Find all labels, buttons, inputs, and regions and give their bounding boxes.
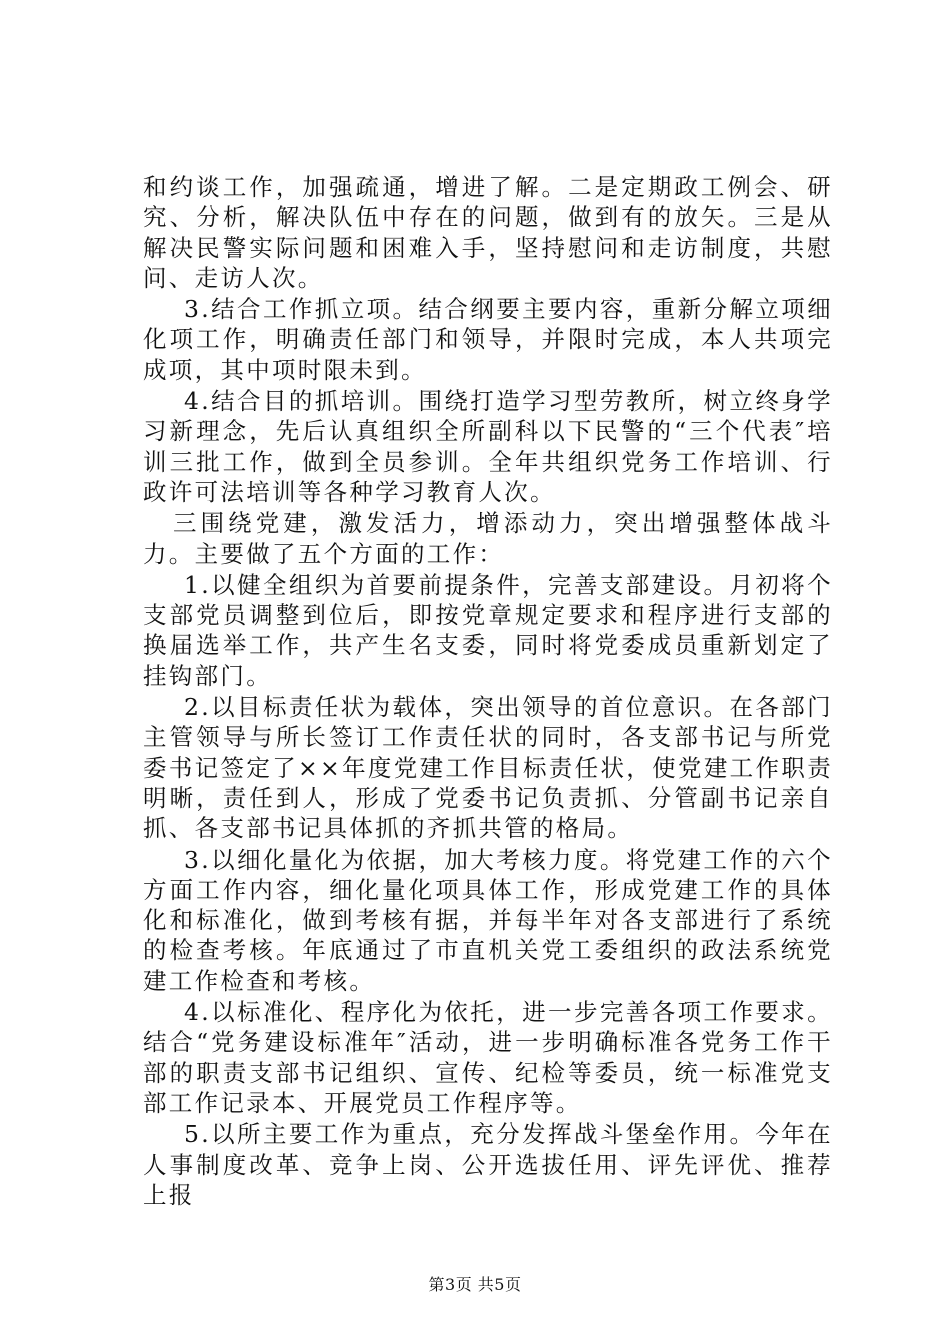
paragraph-item-3-project: 3.结合工作抓立项。结合纲要主要内容，重新分解立项细化项工作，明确责任部门和领导，并限时完成，本人共项完成项，其中项时限未到。 (143, 295, 833, 384)
paragraph-item-3-assessment: 3.以细化量化为依据，加大考核力度。将党建工作的六个方面工作内容，细化量化项具体工作，形成党建工作的具体化和标准化，做到考核有据，并每半年对各支部进行了系统的检查考核。年底通过了市直机关党工委组织的政法系统党建工作检查和考核。 (143, 845, 833, 995)
paragraph-section-three-heading: 三围绕党建，激发活力，增添动力，突出增强整体战斗力。主要做了五个方面的工作： (143, 509, 833, 568)
paragraph-continuation: 和约谈工作，加强疏通，增进了解。二是定期政工例会、研究、分析，解决队伍中存在的问题，做到有的放矢。三是从解决民警实际问题和困难入手，坚持慰问和走访制度，共慰问、走访人次。 (143, 173, 833, 292)
document-body (143, 172, 833, 1211)
page-number-footer: 第3页 共5页 (428, 1275, 522, 1294)
paragraph-item-5-key-work: 5.以所主要工作为重点，充分发挥战斗堡垒作用。今年在人事制度改革、竞争上岗、公开选拔任用、评先评优、推荐上报 (143, 1120, 833, 1209)
paragraph-item-1-organization: 1.以健全组织为首要前提条件，完善支部建设。月初将个支部党员调整到位后，即按党章规定要求和程序进行支部的换届选举工作，共产生名支委，同时将党委成员重新划定了挂钩部门。 (143, 570, 833, 690)
paragraph-item-2-responsibility: 2.以目标责任状为载体，突出领导的首位意识。在各部门主管领导与所长签订工作责任状的同时，各支部书记与所党委书记签定了××年度党建工作目标责任状，使党建工作职责明晰，责任到人，形成了党委书记负责抓、分管副书记亲自抓、各支部书记具体抓的齐抓共管的格局。 (143, 693, 833, 843)
paragraph-item-4-standardization: 4.以标准化、程序化为依托，进一步完善各项工作要求。结合“党务建设标准年″活动，进一步明确标准各党务工作干部的职责支部书记组织、宣传、纪检等委员，统一标准党支部工作记录本、开展党员工作程序等。 (143, 998, 833, 1117)
paragraph-item-4-training: 4.结合目的抓培训。围绕打造学习型劳教所，树立终身学习新理念，先后认真组织全所副科以下民警的“三个代表″培训三批工作，做到全员参训。全年共组织党务工作培训、行政许可法培训等各种学习教育人次。 (143, 387, 833, 506)
